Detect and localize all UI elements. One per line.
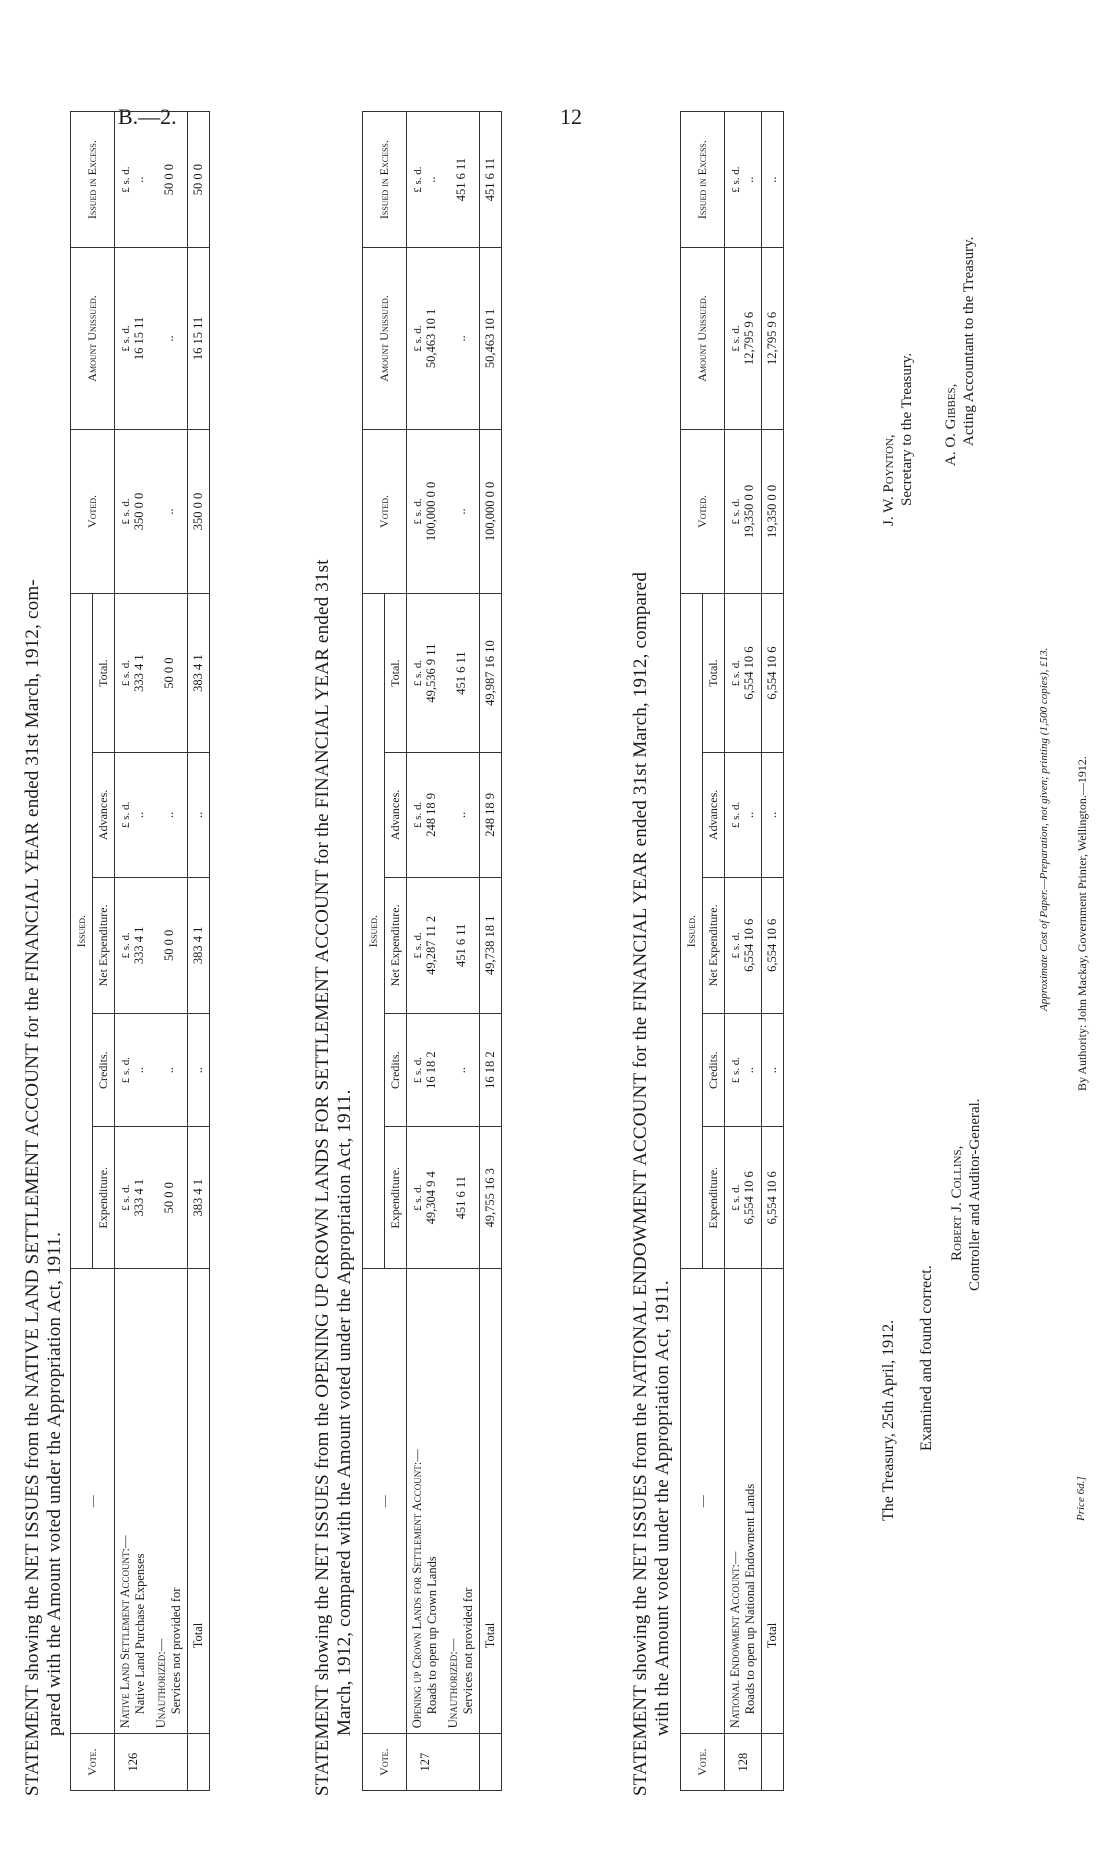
advances-cell (407, 753, 444, 878)
col-excess: Issued in Excess. (681, 112, 725, 248)
expenditure-value: 451 6 11 (443, 1127, 480, 1269)
net-value: 49,287 11 2 (423, 915, 438, 975)
unissued-cell (725, 248, 762, 430)
statement-3-title-line2: with the Amount voted under the Appropriation Act, 1911. (652, 1280, 673, 1736)
total-label: Total (483, 1622, 497, 1649)
net-cell (407, 877, 444, 1013)
unit-pence: d. (411, 801, 424, 811)
net-value: 6,554 10 6 (762, 877, 784, 1013)
vote-cell (480, 1734, 502, 1791)
unit-shillings: s. (729, 509, 742, 517)
credits-cell (407, 1013, 444, 1126)
col-unissued: Amount Unissued. (681, 248, 725, 430)
unit-shillings: s. (411, 1195, 424, 1203)
excess-value: .. (762, 112, 784, 248)
col-voted: Voted. (71, 429, 115, 593)
unit-shillings: s. (729, 336, 742, 344)
currency-units (730, 1019, 742, 1121)
unit-shillings: s. (119, 812, 132, 820)
unit-pounds: £ (411, 1205, 424, 1211)
col-description: — (363, 1269, 407, 1734)
currency-units (730, 599, 742, 747)
row-heading: Unauthorized:— (154, 1638, 168, 1729)
unit-shillings: s. (729, 1195, 742, 1203)
row-label: Roads to open up Crown Lands (425, 1556, 439, 1715)
voted-cell (115, 429, 152, 593)
unit-pounds: £ (729, 953, 742, 959)
row-heading: Opening up Crown Lands for Settlement Account:— (410, 1449, 424, 1729)
credits-value: .. (188, 1013, 210, 1126)
col-credits: Credits. (385, 1013, 407, 1126)
table-total-row (480, 112, 502, 1791)
currency-units (730, 1132, 742, 1263)
excess-value: .. (423, 176, 438, 183)
unissued-cell (115, 248, 152, 430)
unissued-value: 50,463 10 1 (423, 308, 438, 369)
row-label: Services not provided for (169, 1587, 183, 1715)
statement-3-title (630, 572, 674, 1796)
advances-value: .. (443, 753, 480, 878)
vote-cell (443, 1734, 480, 1791)
col-unissued: Amount Unissued. (363, 248, 407, 430)
excess-value: 50 0 0 (151, 112, 188, 248)
excess-value: 451 6 11 (443, 112, 480, 248)
expenditure-value: 6,554 10 6 (741, 1171, 756, 1225)
unit-shillings: s. (729, 812, 742, 820)
voted-cell (725, 429, 762, 593)
excess-cell (407, 112, 444, 248)
unit-pounds: £ (119, 1077, 132, 1084)
unit-pounds: £ (411, 1077, 424, 1084)
page-number: 12 (560, 104, 582, 129)
currency-units (412, 758, 424, 872)
col-voted: Voted. (681, 429, 725, 593)
unit-pounds: £ (411, 187, 424, 193)
net-cell (115, 877, 152, 1013)
row-description (407, 1269, 444, 1734)
total-cell (725, 594, 762, 753)
credits-value: .. (762, 1013, 784, 1126)
signatory-title: Controller and Auditor-General. (967, 1098, 983, 1291)
col-vote: Vote. (681, 1734, 725, 1791)
col-vote: Vote. (71, 1734, 115, 1791)
unit-pence: d. (729, 1184, 742, 1193)
col-total: Total. (93, 594, 115, 753)
unit-pounds: £ (729, 519, 742, 525)
voted-value: 19,350 0 0 (741, 484, 756, 539)
unit-pounds: £ (729, 1205, 742, 1211)
net-value: 451 6 11 (443, 877, 480, 1013)
col-advances: Advances. (93, 753, 115, 878)
printer-authority: By Authority: John Mackay, Government Printer, Wellington.—1912. (1075, 756, 1089, 1091)
col-net-expenditure: Net Expenditure. (385, 877, 407, 1013)
vote-cell: 127 (407, 1734, 444, 1791)
table-row (407, 112, 444, 1791)
signature-auditor (948, 1098, 984, 1291)
voted-value: 100,000 0 0 (423, 481, 438, 542)
unissued-value: 50,463 10 1 (480, 248, 502, 430)
advances-value: .. (762, 753, 784, 878)
unit-pence: d. (119, 325, 132, 334)
total-value: 49,536 9 11 (423, 643, 438, 703)
expenditure-value: 50 0 0 (151, 1127, 188, 1269)
voted-value: .. (151, 429, 188, 593)
col-net-expenditure: Net Expenditure. (703, 877, 725, 1013)
unit-shillings: s. (411, 336, 424, 344)
currency-units (120, 1019, 132, 1121)
unit-shillings: s. (729, 1068, 742, 1076)
col-description: — (681, 1269, 725, 1734)
expenditure-value: 49,304 9 4 (423, 1171, 438, 1225)
total-value: 333 4 1 (131, 654, 146, 692)
unit-pence: d. (729, 1057, 742, 1066)
vote-cell: 128 (725, 1734, 762, 1791)
excess-cell (725, 112, 762, 248)
table-total-row (762, 112, 784, 1791)
statement-2-title-line1: STATEMENT showing the NET ISSUES from the OPENING UP CROWN LANDS FOR SETTLEMENT ACCOUNT for the FINANCIAL YEAR ended 31st (312, 559, 333, 1796)
currency-units (412, 1132, 424, 1263)
total-cell (407, 594, 444, 753)
unit-shillings: s. (119, 336, 132, 344)
unit-pence: d. (729, 498, 742, 507)
currency-units (730, 253, 742, 424)
currency-units (120, 1132, 132, 1263)
row-description (115, 1269, 152, 1734)
unit-pence: d. (119, 166, 132, 175)
vote-cell (151, 1734, 188, 1791)
statement-2-table (362, 111, 502, 1791)
col-excess: Issued in Excess. (71, 112, 115, 248)
total-label: Total (765, 1622, 779, 1649)
unit-shillings: s. (411, 1068, 424, 1076)
credits-value: .. (151, 1013, 188, 1126)
row-description (480, 1269, 502, 1734)
voted-value: 19,350 0 0 (762, 429, 784, 593)
total-value: 50 0 0 (151, 594, 188, 753)
total-value: 451 6 11 (443, 594, 480, 753)
row-heading: Unauthorized:— (446, 1638, 460, 1729)
vote-cell (762, 1734, 784, 1791)
document-code: B.—2. (118, 104, 177, 129)
unit-shillings: s. (729, 943, 742, 951)
signature-secretary (880, 353, 916, 526)
expenditure-value: 333 4 1 (131, 1179, 146, 1217)
unit-pounds: £ (411, 346, 424, 352)
statement-1-table (70, 111, 210, 1791)
col-advances: Advances. (385, 753, 407, 878)
unit-shillings: s. (411, 670, 424, 678)
col-total: Total. (385, 594, 407, 753)
voted-value: .. (443, 429, 480, 593)
expenditure-cell (115, 1127, 152, 1269)
signatory-name: A. O. Gibbes, (943, 383, 959, 466)
credits-value: .. (443, 1013, 480, 1126)
statement-2-title-line2: March, 1912, compared with the Amount voted under the Appropriation Act, 1911. (334, 1089, 355, 1736)
unit-pence: d. (729, 801, 742, 811)
expenditure-value: 383 4 1 (188, 1127, 210, 1269)
unit-pence: d. (729, 166, 742, 175)
advances-value: .. (741, 811, 756, 819)
row-heading: Native Land Settlement Account:— (118, 1535, 132, 1729)
col-unissued: Amount Unissued. (71, 248, 115, 430)
col-total: Total. (703, 594, 725, 753)
unit-shillings: s. (119, 1195, 132, 1203)
signatory-name: J. W. Poynton, (881, 434, 897, 526)
currency-units (412, 435, 424, 588)
currency-units (120, 253, 132, 424)
total-value: 6,554 10 6 (741, 646, 756, 700)
advances-value: .. (151, 753, 188, 878)
net-value: 50 0 0 (151, 877, 188, 1013)
unit-pounds: £ (119, 519, 132, 525)
unit-shillings: s. (119, 943, 132, 951)
treasury-date: The Treasury, 25th April, 1912. (880, 1319, 897, 1521)
vote-cell (188, 1734, 210, 1791)
excess-value: .. (131, 176, 146, 183)
row-description (188, 1269, 210, 1734)
total-value: 6,554 10 6 (762, 594, 784, 753)
currency-units (120, 117, 132, 242)
advances-cell (725, 753, 762, 878)
col-credits: Credits. (93, 1013, 115, 1126)
unit-pence: d. (119, 1057, 132, 1066)
credits-value: .. (741, 1067, 756, 1074)
advances-value: 248 18 9 (423, 793, 438, 837)
unit-shillings: s. (411, 177, 424, 185)
unit-shillings: s. (119, 1068, 132, 1076)
currency-units (730, 883, 742, 1008)
excess-value: 50 0 0 (188, 112, 210, 248)
printing-cost-note: Approximate Cost of Paper.—Preparation, not given; printing (1,500 copies), £13. (1038, 647, 1050, 1011)
unit-pence: d. (411, 659, 424, 669)
voted-value: 100,000 0 0 (480, 429, 502, 593)
unissued-cell (407, 248, 444, 430)
excess-cell (115, 112, 152, 248)
unit-shillings: s. (119, 177, 132, 185)
unit-pence: d. (411, 1184, 424, 1193)
col-vote: Vote. (363, 1734, 407, 1791)
currency-units (412, 253, 424, 424)
advances-value: .. (131, 811, 146, 819)
signature-accountant (942, 237, 978, 466)
unit-pounds: £ (729, 346, 742, 352)
excess-value: .. (741, 176, 756, 183)
table-row (725, 112, 762, 1791)
currency-units (730, 435, 742, 588)
currency-units (120, 758, 132, 872)
unit-pounds: £ (411, 519, 424, 525)
unit-pounds: £ (119, 187, 132, 193)
unit-pounds: £ (119, 822, 132, 829)
voted-value: 350 0 0 (131, 492, 146, 531)
unit-pence: d. (411, 166, 424, 175)
net-value: 6,554 10 6 (741, 918, 756, 972)
row-description (151, 1269, 188, 1734)
unit-shillings: s. (119, 509, 132, 517)
unissued-value: .. (443, 248, 480, 430)
unit-pence: d. (411, 932, 424, 941)
unit-shillings: s. (729, 670, 742, 678)
voted-cell (407, 429, 444, 593)
unit-pounds: £ (729, 1077, 742, 1084)
row-label: Native Land Purchase Expenses (133, 1553, 147, 1715)
col-excess: Issued in Excess. (363, 112, 407, 248)
unit-pence: d. (119, 932, 132, 941)
unissued-value: .. (151, 248, 188, 430)
table-row (443, 112, 480, 1791)
currency-units (730, 117, 742, 242)
unissued-value: 16 15 11 (131, 316, 146, 361)
row-label: Services not provided for (461, 1587, 475, 1715)
currency-units (412, 599, 424, 747)
unit-pounds: £ (119, 680, 132, 687)
credits-cell (725, 1013, 762, 1126)
advances-value: 248 18 9 (480, 753, 502, 878)
unit-pence: d. (119, 659, 132, 669)
credits-value: 16 18 2 (423, 1051, 438, 1089)
credits-value: 16 18 2 (480, 1013, 502, 1126)
unit-pounds: £ (411, 953, 424, 959)
col-description: — (71, 1269, 115, 1734)
currency-units (120, 883, 132, 1008)
unit-pounds: £ (729, 680, 742, 687)
unit-shillings: s. (119, 670, 132, 678)
row-heading: National Endowment Account:— (728, 1551, 742, 1729)
total-value: 49,987 16 10 (480, 594, 502, 753)
currency-units (412, 117, 424, 242)
unit-pence: d. (729, 659, 742, 669)
col-advances: Advances. (703, 753, 725, 878)
col-credits: Credits. (703, 1013, 725, 1126)
unit-pounds: £ (119, 953, 132, 959)
statement-2-title (312, 559, 356, 1796)
expenditure-value: 49,755 16 3 (480, 1127, 502, 1269)
currency-units (120, 435, 132, 588)
unissued-value: 12,795 9 6 (741, 311, 756, 366)
currency-units (412, 1019, 424, 1121)
expenditure-value: 6,554 10 6 (762, 1127, 784, 1269)
price-note: Price 6d.] (1075, 1476, 1087, 1521)
total-value: 383 4 1 (188, 594, 210, 753)
unit-pounds: £ (119, 346, 132, 352)
unit-shillings: s. (729, 177, 742, 185)
unit-pence: d. (411, 325, 424, 334)
unit-pence: d. (729, 325, 742, 334)
expenditure-cell (407, 1127, 444, 1269)
col-expenditure: Expenditure. (93, 1127, 115, 1269)
unit-pence: d. (119, 801, 132, 811)
unit-shillings: s. (411, 509, 424, 517)
signatory-title: Acting Accountant to the Treasury. (961, 236, 977, 446)
col-voted: Voted. (363, 429, 407, 593)
unissued-value: 16 15 11 (188, 248, 210, 430)
currency-units (120, 599, 132, 747)
statement-1-title-line2: pared with the Amount voted under the Appropriation Act, 1911. (44, 1231, 65, 1736)
table-row (151, 112, 188, 1791)
col-net-expenditure: Net Expenditure. (93, 877, 115, 1013)
advances-cell (115, 753, 152, 878)
unit-pence: d. (411, 1057, 424, 1066)
table-row (115, 112, 152, 1791)
unit-pence: d. (729, 932, 742, 941)
row-description (443, 1269, 480, 1734)
net-cell (725, 877, 762, 1013)
table-total-row (188, 112, 210, 1791)
unit-pence: d. (119, 498, 132, 507)
col-expenditure: Expenditure. (385, 1127, 407, 1269)
unit-shillings: s. (411, 812, 424, 820)
statement-3-table (680, 111, 784, 1791)
unit-pence: d. (119, 1184, 132, 1193)
net-value: 49,738 18 1 (480, 877, 502, 1013)
row-label: Roads to open up National Endowment Lands (743, 1483, 757, 1715)
currency-units (730, 758, 742, 872)
unit-pounds: £ (411, 822, 424, 829)
signatory-name: Robert J. Collins, (949, 1145, 965, 1261)
expenditure-cell (725, 1127, 762, 1269)
unit-pounds: £ (411, 680, 424, 687)
credits-value: .. (131, 1067, 146, 1074)
unissued-value: 12,795 9 6 (762, 248, 784, 430)
col-issued: Issued. (363, 594, 385, 1269)
unit-pence: d. (411, 498, 424, 507)
total-cell (115, 594, 152, 753)
net-value: 383 4 1 (188, 877, 210, 1013)
examined-note: Examined and found correct. (918, 1265, 935, 1451)
excess-value: 451 6 11 (480, 112, 502, 248)
unit-shillings: s. (411, 943, 424, 951)
advances-value: .. (188, 753, 210, 878)
col-issued: Issued. (71, 594, 93, 1269)
vote-cell: 126 (115, 1734, 152, 1791)
col-issued: Issued. (681, 594, 703, 1269)
credits-cell (115, 1013, 152, 1126)
statement-1-title (22, 579, 66, 1796)
net-value: 333 4 1 (131, 926, 146, 965)
unit-pounds: £ (119, 1205, 132, 1211)
currency-units (412, 883, 424, 1008)
unit-pounds: £ (729, 822, 742, 829)
col-expenditure: Expenditure. (703, 1127, 725, 1269)
signatory-title: Secretary to the Treasury. (899, 352, 915, 506)
unit-pounds: £ (729, 187, 742, 193)
row-description (762, 1269, 784, 1734)
total-label: Total (191, 1622, 205, 1649)
statement-1-title-line1: STATEMENT showing the NET ISSUES from the NATIVE LAND SETTLEMENT ACCOUNT for the FINANCIAL YEAR ended 31st March, 1912, com- (22, 579, 43, 1796)
voted-value: 350 0 0 (188, 429, 210, 593)
row-description (725, 1269, 762, 1734)
statement-3-title-line1: STATEMENT showing the NET ISSUES from the NATIONAL ENDOWMENT ACCOUNT for the FINANCIAL YEAR ended 31st March, 1912, compared (630, 571, 651, 1796)
